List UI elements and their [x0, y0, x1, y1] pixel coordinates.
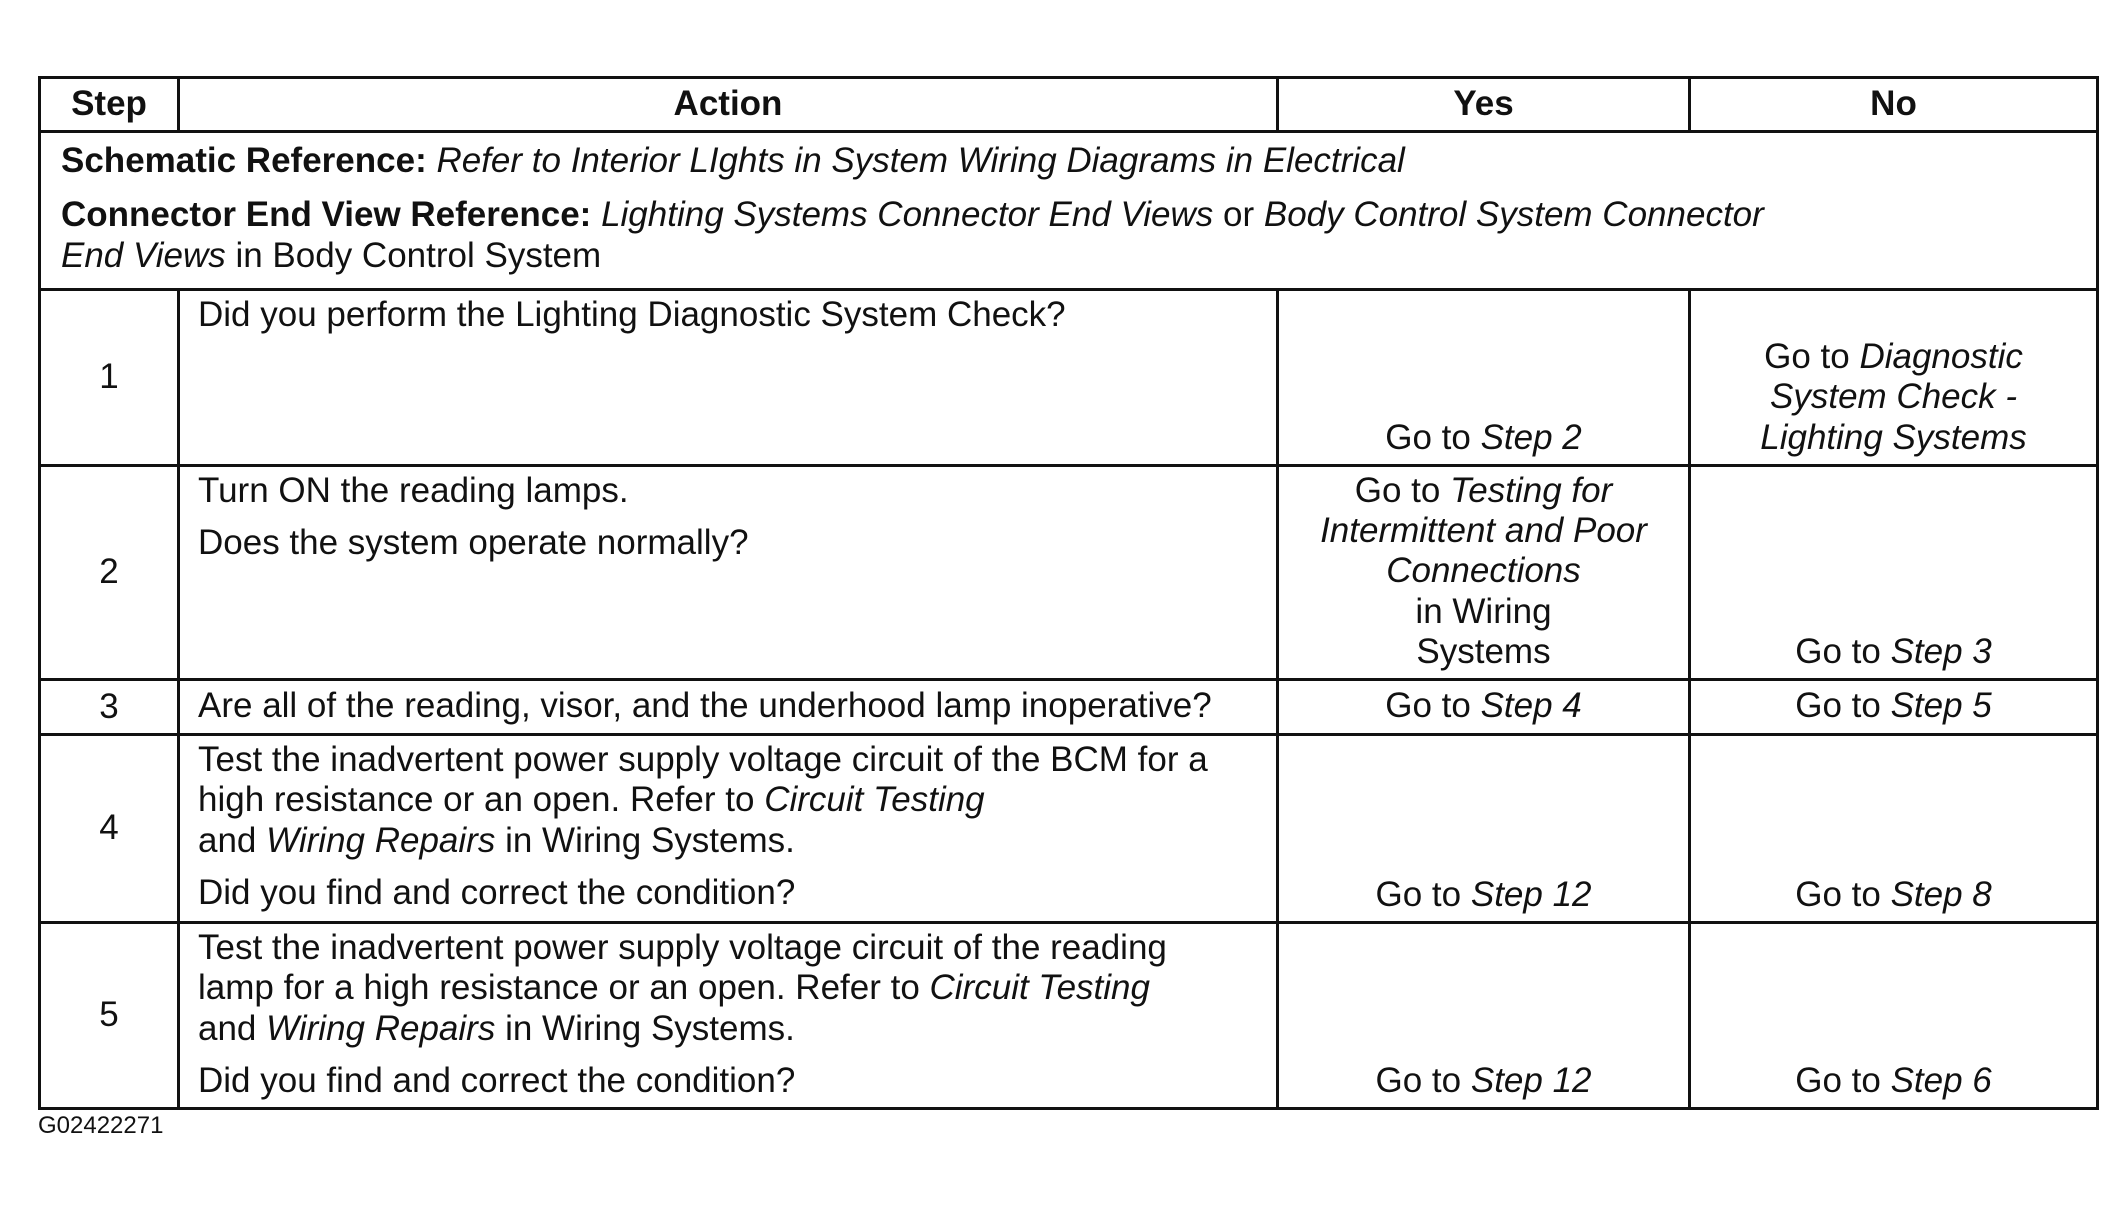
yes-ref: Step 4	[1480, 685, 1582, 725]
yes-prefix: Go to	[1385, 685, 1471, 725]
header-step: Step	[40, 78, 179, 132]
no-cell	[1690, 680, 2098, 735]
yes-cell	[1278, 680, 1690, 735]
action-ref: Circuit Testing	[764, 780, 985, 820]
table-row	[40, 289, 2098, 465]
connector-suffix: in Body Control System	[235, 235, 602, 275]
yes-prefix: Go to	[1375, 1060, 1462, 1100]
connector-reference	[61, 195, 2076, 235]
diagnostic-table	[38, 76, 2099, 1110]
step-number: 2	[40, 465, 179, 679]
action-line: in Wiring Systems.	[505, 1008, 795, 1048]
action-cell	[179, 465, 1278, 679]
action-text	[198, 740, 1258, 861]
table-row	[40, 735, 2098, 923]
no-prefix: Go to	[1795, 631, 1881, 671]
connector-ref2b: End Views	[61, 235, 226, 275]
no-ref: Step 8	[1890, 874, 1992, 914]
action-question: Does the system operate normally?	[198, 523, 749, 562]
header-row	[40, 78, 2098, 132]
action-text: Turn ON the reading lamps.	[198, 470, 629, 510]
no-prefix: Go to	[1795, 874, 1881, 914]
no-cell	[1690, 923, 2098, 1109]
header-no: No	[1690, 78, 2098, 132]
action-cell	[179, 680, 1278, 735]
table-row	[40, 923, 2098, 1109]
figure-id: G02422271	[38, 1112, 164, 1139]
schematic-label: Schematic Reference:	[61, 141, 427, 180]
no-prefix: Go to	[1764, 337, 1850, 376]
table-row	[40, 680, 2098, 735]
schematic-text: Refer to Interior LIghts in System Wiring Diagrams in Electrical	[436, 141, 1405, 180]
yes-prefix: Go to	[1385, 417, 1471, 457]
action-ref: Circuit Testing	[929, 968, 1150, 1008]
action-line: and	[198, 1008, 257, 1048]
step-number: 3	[40, 680, 179, 735]
step-number: 5	[40, 923, 179, 1109]
no-prefix: Go to	[1795, 685, 1881, 725]
yes-ref: Step 12	[1470, 874, 1592, 914]
header-action: Action	[179, 78, 1278, 132]
action-line: Test the inadvertent power supply voltage circuit of the reading	[198, 928, 1167, 967]
action-line: in Wiring Systems.	[505, 820, 795, 860]
connector-reference-cont	[61, 236, 2076, 276]
yes-prefix: Go to	[1354, 470, 1441, 510]
yes-ref-c: Connections	[1386, 551, 1581, 591]
yes-cell	[1278, 735, 1690, 923]
action-question: Did you find and correct the condition?	[198, 1060, 796, 1100]
action-cell	[179, 289, 1278, 465]
step-number: 1	[40, 289, 179, 465]
action-line: high resistance or an open. Refer to	[198, 780, 755, 820]
no-ref: Step 6	[1890, 1060, 1992, 1100]
yes-cell	[1278, 465, 1690, 679]
no-ref-b: System Check -	[1770, 377, 2017, 417]
yes-ref: Step 2	[1480, 417, 1582, 457]
action-text: Did you perform the Lighting Diagnostic System Check?	[198, 294, 1066, 334]
action-line: and	[198, 820, 257, 860]
action-ref: Wiring Repairs	[266, 1008, 496, 1048]
no-ref: Step 3	[1890, 631, 1992, 671]
action-line: Test the inadvertent power supply voltage circuit of the BCM for a	[198, 740, 1208, 779]
yes-ref-a: Testing for	[1450, 470, 1613, 510]
no-cell	[1690, 465, 2098, 679]
action-text	[198, 928, 1258, 1049]
schematic-reference	[61, 141, 2076, 181]
yes-suffix-b: Systems	[1416, 631, 1551, 671]
reference-row	[40, 132, 2098, 290]
step-number: 4	[40, 735, 179, 923]
yes-prefix: Go to	[1375, 874, 1462, 914]
action-question: Did you find and correct the condition?	[198, 872, 796, 912]
yes-cell	[1278, 923, 1690, 1109]
no-cell	[1690, 289, 2098, 465]
action-ref: Wiring Repairs	[266, 820, 496, 860]
action-text: Are all of the reading, visor, and the underhood lamp inoperative?	[198, 685, 1212, 725]
yes-cell	[1278, 289, 1690, 465]
no-ref: Step 5	[1890, 685, 1992, 725]
reference-cell	[40, 132, 2098, 290]
yes-ref-b: Intermittent and Poor	[1320, 511, 1647, 550]
table-row	[40, 465, 2098, 679]
connector-ref2a: Body Control System Connector	[1263, 195, 1764, 235]
connector-label: Connector End View Reference:	[61, 195, 592, 235]
yes-suffix-a: in Wiring	[1415, 591, 1552, 631]
action-cell	[179, 923, 1278, 1109]
action-cell	[179, 735, 1278, 923]
no-ref-c: Lighting Systems	[1760, 417, 2027, 457]
no-prefix: Go to	[1795, 1060, 1881, 1100]
no-ref-a: Diagnostic	[1859, 337, 2023, 376]
header-yes: Yes	[1278, 78, 1690, 132]
connector-or: or	[1222, 195, 1255, 235]
action-line: lamp for a high resistance or an open. Refer to	[198, 968, 920, 1008]
no-cell	[1690, 735, 2098, 923]
connector-ref1: Lighting Systems Connector End Views	[601, 195, 1214, 235]
yes-ref: Step 12	[1470, 1060, 1592, 1100]
